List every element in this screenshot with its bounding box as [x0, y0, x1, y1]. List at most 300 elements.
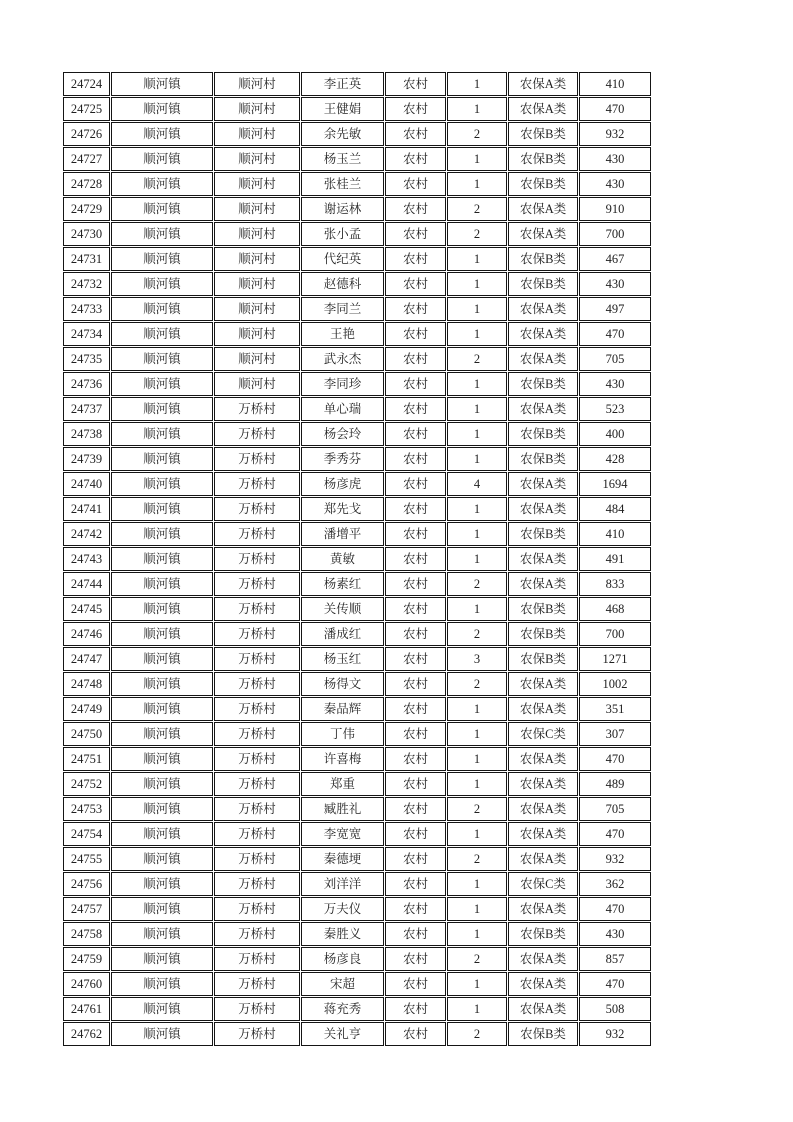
residence-category: 农村	[385, 497, 446, 521]
person-count: 2	[447, 672, 507, 696]
record-id: 24752	[63, 772, 110, 796]
record-id: 24757	[63, 897, 110, 921]
person-count: 1	[447, 772, 507, 796]
table-row	[63, 647, 651, 671]
table-row	[63, 947, 651, 971]
table-row	[63, 797, 651, 821]
person-count: 1	[447, 972, 507, 996]
amount: 362	[579, 872, 651, 896]
record-id: 24724	[63, 72, 110, 96]
village-name: 万桥村	[214, 872, 300, 896]
town-name: 顺河镇	[111, 572, 213, 596]
person-count: 1	[447, 547, 507, 571]
amount: 430	[579, 922, 651, 946]
residence-category: 农村	[385, 97, 446, 121]
village-name: 万桥村	[214, 772, 300, 796]
town-name: 顺河镇	[111, 122, 213, 146]
insurance-class: 农保A类	[508, 397, 578, 421]
residence-category: 农村	[385, 347, 446, 371]
amount: 470	[579, 972, 651, 996]
residence-category: 农村	[385, 572, 446, 596]
person-name: 黄敏	[301, 547, 384, 571]
village-name: 万桥村	[214, 697, 300, 721]
amount: 430	[579, 172, 651, 196]
residence-category: 农村	[385, 222, 446, 246]
village-name: 顺河村	[214, 272, 300, 296]
amount: 910	[579, 197, 651, 221]
table-row	[63, 897, 651, 921]
town-name: 顺河镇	[111, 622, 213, 646]
table-row	[63, 172, 651, 196]
person-count: 2	[447, 947, 507, 971]
person-name: 杨素红	[301, 572, 384, 596]
person-name: 杨玉兰	[301, 147, 384, 171]
village-name: 万桥村	[214, 797, 300, 821]
amount: 484	[579, 497, 651, 521]
insurance-class: 农保B类	[508, 622, 578, 646]
amount: 410	[579, 72, 651, 96]
table-row	[63, 497, 651, 521]
record-id: 24754	[63, 822, 110, 846]
town-name: 顺河镇	[111, 972, 213, 996]
village-name: 顺河村	[214, 122, 300, 146]
amount: 497	[579, 297, 651, 321]
village-name: 万桥村	[214, 647, 300, 671]
table-row	[63, 672, 651, 696]
person-count: 1	[447, 272, 507, 296]
record-id: 24740	[63, 472, 110, 496]
residence-category: 农村	[385, 697, 446, 721]
amount: 1002	[579, 672, 651, 696]
village-name: 顺河村	[214, 72, 300, 96]
town-name: 顺河镇	[111, 297, 213, 321]
person-name: 秦胜义	[301, 922, 384, 946]
town-name: 顺河镇	[111, 1022, 213, 1046]
amount: 430	[579, 272, 651, 296]
person-count: 1	[447, 247, 507, 271]
record-id: 24741	[63, 497, 110, 521]
person-count: 1	[447, 372, 507, 396]
insurance-class: 农保A类	[508, 697, 578, 721]
person-name: 臧胜礼	[301, 797, 384, 821]
amount: 489	[579, 772, 651, 796]
table-row	[63, 372, 651, 396]
insurance-class: 农保A类	[508, 222, 578, 246]
village-name: 万桥村	[214, 897, 300, 921]
residence-category: 农村	[385, 597, 446, 621]
record-id: 24762	[63, 1022, 110, 1046]
amount: 468	[579, 597, 651, 621]
amount: 705	[579, 347, 651, 371]
village-name: 万桥村	[214, 972, 300, 996]
record-id: 24742	[63, 522, 110, 546]
residence-category: 农村	[385, 847, 446, 871]
insurance-class: 农保A类	[508, 847, 578, 871]
residence-category: 农村	[385, 122, 446, 146]
residence-category: 农村	[385, 447, 446, 471]
residence-category: 农村	[385, 897, 446, 921]
village-name: 万桥村	[214, 747, 300, 771]
insurance-class: 农保A类	[508, 497, 578, 521]
residence-category: 农村	[385, 322, 446, 346]
table-row	[63, 272, 651, 296]
record-id: 24736	[63, 372, 110, 396]
village-name: 万桥村	[214, 597, 300, 621]
amount: 430	[579, 147, 651, 171]
residence-category: 农村	[385, 172, 446, 196]
town-name: 顺河镇	[111, 147, 213, 171]
record-id: 24756	[63, 872, 110, 896]
town-name: 顺河镇	[111, 422, 213, 446]
amount: 932	[579, 1022, 651, 1046]
amount: 932	[579, 847, 651, 871]
person-count: 1	[447, 397, 507, 421]
table-row	[63, 447, 651, 471]
insurance-class: 农保B类	[508, 597, 578, 621]
town-name: 顺河镇	[111, 872, 213, 896]
person-name: 单心瑞	[301, 397, 384, 421]
town-name: 顺河镇	[111, 497, 213, 521]
record-id: 24737	[63, 397, 110, 421]
person-count: 2	[447, 572, 507, 596]
table-row	[63, 72, 651, 96]
table-row	[63, 847, 651, 871]
insurance-class: 农保A类	[508, 472, 578, 496]
village-name: 万桥村	[214, 447, 300, 471]
person-name: 王健娟	[301, 97, 384, 121]
person-count: 1	[447, 297, 507, 321]
insurance-class: 农保B类	[508, 647, 578, 671]
person-count: 1	[447, 72, 507, 96]
record-id: 24728	[63, 172, 110, 196]
village-name: 万桥村	[214, 922, 300, 946]
table-row	[63, 572, 651, 596]
table-row	[63, 1022, 651, 1046]
residence-category: 农村	[385, 722, 446, 746]
record-id: 24748	[63, 672, 110, 696]
record-id: 24747	[63, 647, 110, 671]
person-name: 关传顺	[301, 597, 384, 621]
village-name: 顺河村	[214, 97, 300, 121]
record-id: 24750	[63, 722, 110, 746]
record-id: 24758	[63, 922, 110, 946]
town-name: 顺河镇	[111, 247, 213, 271]
person-name: 丁伟	[301, 722, 384, 746]
town-name: 顺河镇	[111, 822, 213, 846]
village-name: 顺河村	[214, 197, 300, 221]
residence-category: 农村	[385, 772, 446, 796]
town-name: 顺河镇	[111, 597, 213, 621]
person-name: 宋超	[301, 972, 384, 996]
insurance-class: 农保B类	[508, 522, 578, 546]
person-name: 杨得文	[301, 672, 384, 696]
table-row	[63, 197, 651, 221]
village-name: 万桥村	[214, 422, 300, 446]
insurance-class: 农保A类	[508, 197, 578, 221]
amount: 1271	[579, 647, 651, 671]
person-count: 1	[447, 697, 507, 721]
village-name: 万桥村	[214, 572, 300, 596]
insurance-class: 农保A类	[508, 97, 578, 121]
person-count: 2	[447, 197, 507, 221]
person-name: 余先敏	[301, 122, 384, 146]
person-count: 1	[447, 422, 507, 446]
town-name: 顺河镇	[111, 97, 213, 121]
person-name: 赵德科	[301, 272, 384, 296]
table-row	[63, 547, 651, 571]
insurance-class: 农保C类	[508, 722, 578, 746]
residence-category: 农村	[385, 422, 446, 446]
village-name: 顺河村	[214, 372, 300, 396]
person-count: 1	[447, 897, 507, 921]
person-name: 张小孟	[301, 222, 384, 246]
town-name: 顺河镇	[111, 897, 213, 921]
town-name: 顺河镇	[111, 397, 213, 421]
village-name: 万桥村	[214, 822, 300, 846]
town-name: 顺河镇	[111, 722, 213, 746]
insurance-class: 农保A类	[508, 897, 578, 921]
person-name: 季秀芬	[301, 447, 384, 471]
town-name: 顺河镇	[111, 847, 213, 871]
town-name: 顺河镇	[111, 72, 213, 96]
amount: 307	[579, 722, 651, 746]
record-id: 24744	[63, 572, 110, 596]
person-name: 李宽宽	[301, 822, 384, 846]
insurance-class: 农保A类	[508, 747, 578, 771]
record-id: 24725	[63, 97, 110, 121]
residence-category: 农村	[385, 397, 446, 421]
person-name: 李同兰	[301, 297, 384, 321]
records-table	[62, 71, 652, 1047]
residence-category: 农村	[385, 197, 446, 221]
person-name: 万夫仪	[301, 897, 384, 921]
town-name: 顺河镇	[111, 472, 213, 496]
person-name: 杨会玲	[301, 422, 384, 446]
residence-category: 农村	[385, 522, 446, 546]
table-row	[63, 747, 651, 771]
table-row	[63, 147, 651, 171]
town-name: 顺河镇	[111, 922, 213, 946]
table-row	[63, 972, 651, 996]
residence-category: 农村	[385, 147, 446, 171]
person-count: 1	[447, 597, 507, 621]
insurance-class: 农保A类	[508, 297, 578, 321]
record-id: 24743	[63, 547, 110, 571]
person-count: 2	[447, 622, 507, 646]
insurance-class: 农保A类	[508, 997, 578, 1021]
person-name: 郑先戈	[301, 497, 384, 521]
town-name: 顺河镇	[111, 647, 213, 671]
insurance-class: 农保A类	[508, 72, 578, 96]
residence-category: 农村	[385, 922, 446, 946]
village-name: 万桥村	[214, 547, 300, 571]
residence-category: 农村	[385, 622, 446, 646]
table-row	[63, 872, 651, 896]
person-name: 李同珍	[301, 372, 384, 396]
village-name: 万桥村	[214, 397, 300, 421]
table-row	[63, 122, 651, 146]
town-name: 顺河镇	[111, 197, 213, 221]
town-name: 顺河镇	[111, 997, 213, 1021]
person-count: 1	[447, 872, 507, 896]
insurance-class: 农保B类	[508, 147, 578, 171]
village-name: 万桥村	[214, 847, 300, 871]
table-row	[63, 347, 651, 371]
village-name: 万桥村	[214, 497, 300, 521]
town-name: 顺河镇	[111, 222, 213, 246]
insurance-class: 农保B类	[508, 122, 578, 146]
person-count: 3	[447, 647, 507, 671]
village-name: 顺河村	[214, 247, 300, 271]
table-row	[63, 472, 651, 496]
person-name: 张桂兰	[301, 172, 384, 196]
town-name: 顺河镇	[111, 797, 213, 821]
village-name: 顺河村	[214, 347, 300, 371]
residence-category: 农村	[385, 797, 446, 821]
village-name: 顺河村	[214, 297, 300, 321]
table-row	[63, 247, 651, 271]
amount: 523	[579, 397, 651, 421]
insurance-class: 农保B类	[508, 922, 578, 946]
table-row	[63, 997, 651, 1021]
insurance-class: 农保A类	[508, 822, 578, 846]
amount: 1694	[579, 472, 651, 496]
residence-category: 农村	[385, 372, 446, 396]
insurance-class: 农保A类	[508, 347, 578, 371]
amount: 351	[579, 697, 651, 721]
person-name: 王艳	[301, 322, 384, 346]
village-name: 万桥村	[214, 622, 300, 646]
village-name: 顺河村	[214, 322, 300, 346]
insurance-class: 农保A类	[508, 772, 578, 796]
table-row	[63, 722, 651, 746]
table-row	[63, 97, 651, 121]
residence-category: 农村	[385, 1022, 446, 1046]
town-name: 顺河镇	[111, 547, 213, 571]
residence-category: 农村	[385, 472, 446, 496]
record-id: 24755	[63, 847, 110, 871]
insurance-class: 农保B类	[508, 1022, 578, 1046]
record-id: 24759	[63, 947, 110, 971]
town-name: 顺河镇	[111, 347, 213, 371]
table-row	[63, 422, 651, 446]
person-name: 秦德埂	[301, 847, 384, 871]
residence-category: 农村	[385, 672, 446, 696]
residence-category: 农村	[385, 822, 446, 846]
record-id: 24727	[63, 147, 110, 171]
insurance-class: 农保A类	[508, 947, 578, 971]
town-name: 顺河镇	[111, 372, 213, 396]
insurance-class: 农保B类	[508, 247, 578, 271]
residence-category: 农村	[385, 997, 446, 1021]
person-count: 1	[447, 172, 507, 196]
record-id: 24751	[63, 747, 110, 771]
person-count: 1	[447, 722, 507, 746]
record-id: 24726	[63, 122, 110, 146]
person-count: 2	[447, 222, 507, 246]
record-id: 24746	[63, 622, 110, 646]
amount: 470	[579, 322, 651, 346]
person-name: 杨彦虎	[301, 472, 384, 496]
village-name: 万桥村	[214, 472, 300, 496]
town-name: 顺河镇	[111, 447, 213, 471]
village-name: 万桥村	[214, 1022, 300, 1046]
person-count: 2	[447, 847, 507, 871]
person-name: 刘洋洋	[301, 872, 384, 896]
person-count: 1	[447, 522, 507, 546]
village-name: 万桥村	[214, 722, 300, 746]
person-count: 1	[447, 747, 507, 771]
person-count: 1	[447, 147, 507, 171]
person-count: 1	[447, 822, 507, 846]
person-name: 关礼亨	[301, 1022, 384, 1046]
table-row	[63, 697, 651, 721]
table-row	[63, 822, 651, 846]
records-table-body	[63, 72, 651, 1046]
table-row	[63, 772, 651, 796]
residence-category: 农村	[385, 297, 446, 321]
amount: 430	[579, 372, 651, 396]
record-id: 24732	[63, 272, 110, 296]
insurance-class: 农保B类	[508, 422, 578, 446]
table-row	[63, 397, 651, 421]
person-name: 杨彦良	[301, 947, 384, 971]
village-name: 顺河村	[214, 172, 300, 196]
town-name: 顺河镇	[111, 672, 213, 696]
person-name: 代纪英	[301, 247, 384, 271]
record-id: 24734	[63, 322, 110, 346]
insurance-class: 农保A类	[508, 547, 578, 571]
town-name: 顺河镇	[111, 172, 213, 196]
person-name: 杨玉红	[301, 647, 384, 671]
person-name: 秦品辉	[301, 697, 384, 721]
record-id: 24745	[63, 597, 110, 621]
residence-category: 农村	[385, 747, 446, 771]
residence-category: 农村	[385, 272, 446, 296]
amount: 400	[579, 422, 651, 446]
village-name: 万桥村	[214, 522, 300, 546]
village-name: 万桥村	[214, 672, 300, 696]
residence-category: 农村	[385, 647, 446, 671]
amount: 470	[579, 897, 651, 921]
table-row	[63, 297, 651, 321]
person-count: 2	[447, 122, 507, 146]
person-count: 2	[447, 797, 507, 821]
person-count: 1	[447, 447, 507, 471]
record-id: 24735	[63, 347, 110, 371]
table-row	[63, 622, 651, 646]
residence-category: 农村	[385, 247, 446, 271]
table-row	[63, 597, 651, 621]
record-id: 24730	[63, 222, 110, 246]
person-count: 1	[447, 497, 507, 521]
amount: 932	[579, 122, 651, 146]
table-row	[63, 222, 651, 246]
person-name: 郑重	[301, 772, 384, 796]
amount: 857	[579, 947, 651, 971]
village-name: 万桥村	[214, 947, 300, 971]
insurance-class: 农保B类	[508, 447, 578, 471]
residence-category: 农村	[385, 72, 446, 96]
person-count: 2	[447, 347, 507, 371]
record-id: 24761	[63, 997, 110, 1021]
amount: 410	[579, 522, 651, 546]
record-id: 24731	[63, 247, 110, 271]
insurance-class: 农保A类	[508, 322, 578, 346]
person-name: 武永杰	[301, 347, 384, 371]
town-name: 顺河镇	[111, 272, 213, 296]
insurance-class: 农保A类	[508, 972, 578, 996]
